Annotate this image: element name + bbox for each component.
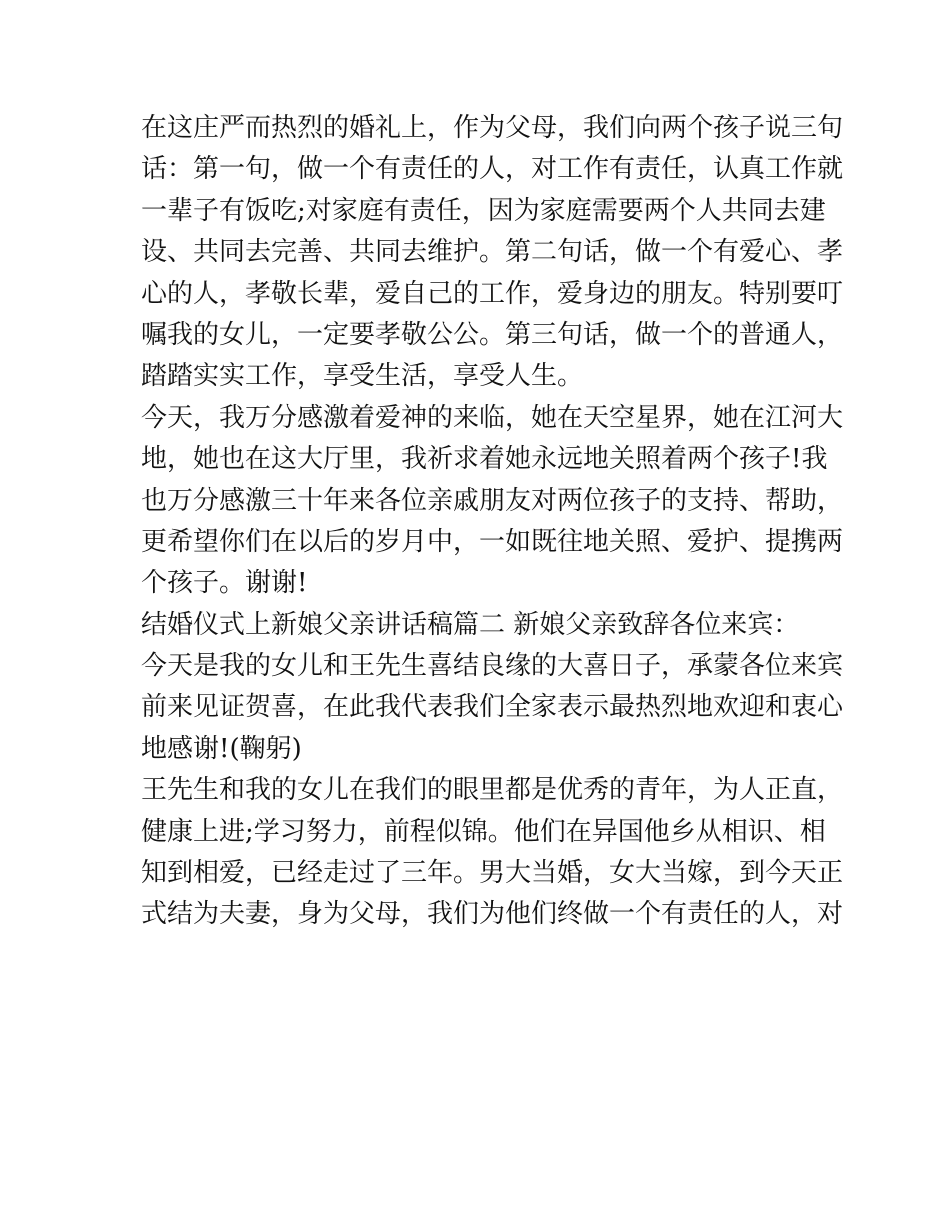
section-heading: 结婚仪式上新娘父亲讲话稿篇二 新娘父亲致辞各位来宾： <box>141 609 800 640</box>
text-line: 个孩子。谢谢! <box>141 568 308 599</box>
text-line: 在这庄严而热烈的婚礼上，作为父母，我们向两个孩子说三句 <box>141 113 844 143</box>
text-line: 前来见证贺喜，在此我代表我们全家表示最热烈地欢迎和衷心 <box>141 692 844 723</box>
text-line: 也万分感激三十年来各位亲戚朋友对两位孩子的支持、帮助， <box>141 485 844 516</box>
text-line: 王先生和我的女儿在我们的眼里都是优秀的青年，为人正直， <box>141 775 844 806</box>
text-line: 一辈子有饭吃;对家庭有责任，因为家庭需要两个人共同去建 <box>141 195 826 226</box>
text-line: 健康上进;学习努力，前程似锦。他们在异国他乡从相识、相 <box>141 816 826 847</box>
text-line: 今天是我的女儿和王先生喜结良缘的大喜日子，承蒙各位来宾 <box>141 651 844 682</box>
text-line: 地感谢!(鞠躬) <box>141 733 302 764</box>
text-line: 更希望你们在以后的岁月中，一如既往地关照、爱护、提携两 <box>141 526 844 557</box>
speech-text <box>141 108 844 936</box>
text-line: 今天，我万分感激着爱神的来临，她在天空星界，她在江河大 <box>141 402 844 433</box>
text-line: 地，她也在这大厅里，我祈求着她永远地关照着两个孩子!我 <box>141 444 828 475</box>
text-line: 式结为夫妻，身为父母，我们为他们终做一个有责任的人，对 <box>141 899 844 930</box>
text-line: 踏踏实实工作，享受生活，享受人生。 <box>141 361 584 392</box>
text-line: 话：第一句，做一个有责任的人，对工作有责任，认真工作就 <box>141 154 844 185</box>
text-line: 心的人，孝敬长辈，爱自己的工作，爱身边的朋友。特别要叮 <box>141 278 844 309</box>
text-line: 设、共同去完善、共同去维护。第二句话，做一个有爱心、孝 <box>141 237 844 268</box>
text-line: 知到相爱，已经走过了三年。男大当婚，女大当嫁，到今天正 <box>141 858 844 889</box>
text-line: 嘱我的女儿，一定要孝敬公公。第三句话，做一个的普通人， <box>141 319 844 350</box>
